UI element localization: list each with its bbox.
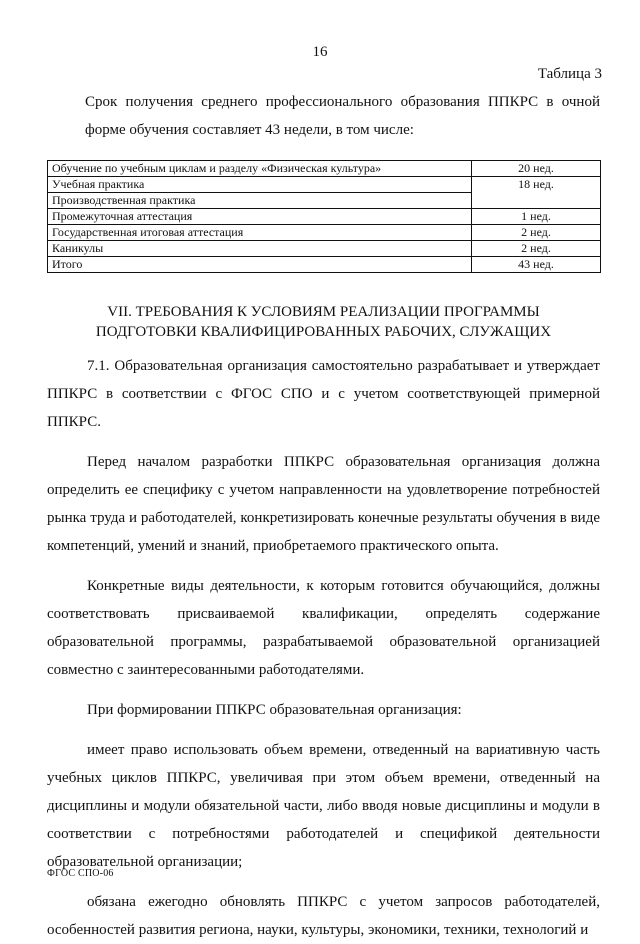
row-label: Учебная практика: [48, 177, 472, 193]
paragraph: При формировании ППКРС образовательная организация:: [87, 702, 462, 718]
paragraph: обязана ежегодно обновлять ППКРС с учетом запросов работодателей, особенностей развития региона, науки, культуры, экономики, техники, технологий и: [47, 894, 600, 938]
row-value: 2 нед.: [472, 241, 601, 257]
study-terms-table: [47, 160, 601, 273]
section-heading-line-1: VII. ТРЕБОВАНИЯ К УСЛОВИЯМ РЕАЛИЗАЦИИ ПРОГРАММЫ: [107, 304, 540, 320]
row-label: Каникулы: [48, 241, 472, 257]
row-value: 2 нед.: [472, 225, 601, 241]
paragraph: 7.1. Образовательная организация самостоятельно разрабатывает и утверждает ППКРС в соответствии с ФГОС СПО и с учетом соответствующей примерной ППКРС.: [47, 358, 600, 430]
table-row: [48, 225, 601, 241]
table-row: [48, 161, 601, 177]
intro-text: Срок получения среднего профессионального образования ППКРС в очной форме обучения составляет 43 недели, в том числе:: [85, 94, 600, 138]
row-value: 20 нед.: [472, 161, 601, 177]
row-label: Производственная практика: [48, 193, 472, 209]
row-value: 1 нед.: [472, 209, 601, 225]
paragraph: имеет право использовать объем времени, отведенный на вариативную часть учебных циклов ППКРС, увеличивая при этом объем времени, отведенный на дисциплины и модули обязательной части, либо вводя новые дисциплины и модули в соответствии с потребностями работодателей и спецификой деятельности образовательной организации;: [47, 742, 600, 870]
table-row: [48, 177, 601, 193]
paragraph: Конкретные виды деятельности, к которым готовится обучающийся, должны соответствовать присваиваемой квалификации, определять содержание образовательной программы, разрабатываемой образовательной организацией совместно с заинтересованными работодателями.: [47, 578, 600, 678]
row-label: Итого: [48, 257, 472, 273]
page-number: 16: [312, 44, 328, 60]
table-row: [48, 241, 601, 257]
table-row: [48, 257, 601, 273]
section-heading-line-2: ПОДГОТОВКИ КВАЛИФИЦИРОВАННЫХ РАБОЧИХ, СЛУЖАЩИХ: [95, 324, 552, 340]
paragraph: Перед началом разработки ППКРС образовательная организация должна определить ее специфику с учетом направленности на удовлетворение потребностей рынка труда и работодателей, конкретизировать конечные результаты обучения в виде компетенций, умений и знаний, приобретаемого практического опыта.: [47, 454, 600, 554]
row-value: 43 нед.: [472, 257, 601, 273]
row-value: 18 нед.: [472, 177, 601, 209]
section-body: [47, 352, 600, 944]
row-label: Промежуточная аттестация: [48, 209, 472, 225]
row-label: Государственная итоговая аттестация: [48, 225, 472, 241]
footer-code: ФГОС СПО-06: [47, 868, 114, 879]
intro-paragraph: [47, 88, 600, 144]
row-label: Обучение по учебным циклам и разделу «Физическая культура»: [48, 161, 472, 177]
table-row: [48, 209, 601, 225]
table-label: Таблица 3: [537, 66, 602, 82]
section-heading: [47, 302, 600, 342]
